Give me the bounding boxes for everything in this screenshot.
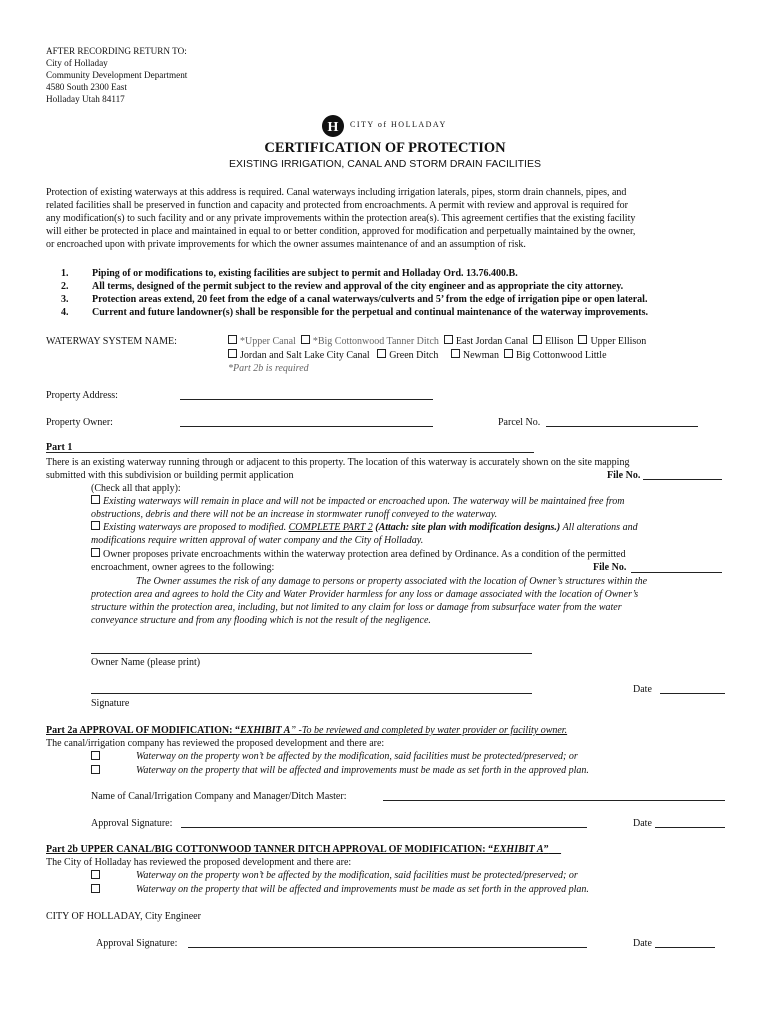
part2b-option-1[interactable] — [91, 870, 103, 883]
risk-text: protection area and agrees to hold the City and Water Provider harmless for any loss or damage associated with the location of Owner’s — [91, 589, 639, 600]
intro-line: will either be protected in place and maintained in equal to or better condition, approved for modification and perpetually maintained by the owner, — [46, 226, 636, 237]
part2a-heading: Part 2a APPROVAL OF MODIFICATION: “EXHIBIT A” -To be reviewed and completed by water provider or facility owner. — [46, 725, 568, 736]
city-approval-date-label: Date — [633, 938, 652, 949]
part2b-option-2-text: Waterway on the property that will be affected and improvements must be made as set forth in the approved plan. — [136, 884, 589, 895]
checkbox[interactable] — [91, 884, 100, 893]
file-number-label: File No. — [607, 470, 641, 481]
part2b-option-2[interactable] — [91, 884, 103, 897]
condition-text: Current and future landowner(s) shall be responsible for the perpetual and continual maintenance of the waterway improvements. — [92, 307, 649, 318]
part1-heading: Part 1 — [46, 442, 73, 453]
part2a-option-2[interactable] — [91, 765, 103, 778]
part1-option-remain[interactable]: Existing waterways will remain in place and will not be impacted or encroached upon. The waterway will be maintained free from — [91, 495, 625, 508]
checkbox[interactable] — [91, 751, 100, 760]
part2a-intro: The canal/irrigation company has reviewed the proposed development and there are: — [46, 738, 385, 749]
condition-text: Piping of or modifications to, existing facilities are subject to permit and Holladay Ord. 13.76.400.B. — [92, 268, 518, 279]
approval-date-field[interactable] — [655, 827, 725, 828]
intro-line: or encroached upon with private improvements for which the owner assumes maintenance of and an assumption of risk. — [46, 239, 526, 250]
upper-canal-option[interactable]: *Upper Canal — [228, 336, 296, 347]
file-number-field-2[interactable] — [631, 572, 722, 573]
part2b-intro: The City of Holladay has reviewed the proposed development and there are: — [46, 857, 352, 868]
checkbox[interactable] — [91, 495, 100, 504]
intro-line: related facilities shall be preserved in function and capacity and protected from encroachments. A permit with review and approval is required for — [46, 200, 629, 211]
condition-text: All terms, designed of the permit subject to the review and approval of the city engineer and as appropriate the city attorney. — [92, 281, 624, 292]
part1-text: submitted with this subdivision or building permit application — [46, 470, 294, 481]
risk-text: structure within the protection area, including, but not limited to any claim for loss or damage from subsurface water from the water — [91, 602, 622, 613]
approval-date-label: Date — [633, 818, 652, 829]
checkbox[interactable] — [451, 349, 460, 358]
checkbox[interactable] — [301, 335, 310, 344]
return-line: Community Development Department — [46, 70, 188, 80]
city-engineer-label: CITY OF HOLLADAY, City Engineer — [46, 911, 201, 922]
company-name-field[interactable] — [383, 800, 725, 801]
risk-text: conveyance structure and from any flooding which is not the result of the negligence. — [91, 615, 431, 626]
intro-line: Protection of existing waterways at this address is required. Canal waterways including irrigation laterals, pipes, storm drain channels, pipes, and — [46, 187, 627, 198]
return-line: AFTER RECORDING RETURN TO: — [46, 46, 187, 56]
checkbox[interactable] — [444, 335, 453, 344]
property-owner-label: Property Owner: — [46, 417, 113, 428]
intro-line: any modification(s) to such facility and or any private improvements within the protection area(s). This agreement certifies that the existing facility — [46, 213, 636, 224]
document-subtitle: EXISTING IRRIGATION, CANAL AND STORM DRAIN FACILITIES — [229, 158, 541, 170]
svg-text:H: H — [327, 120, 339, 135]
checkbox[interactable] — [228, 349, 237, 358]
parcel-number-field[interactable] — [546, 426, 698, 427]
checkbox[interactable] — [91, 548, 100, 557]
condition-number: 3. — [61, 294, 69, 305]
part2a-option-1-text: Waterway on the property won’t be affected by the modification, said facilities must be protected/preserved; or — [136, 751, 578, 762]
city-approval-signature-label: Approval Signature: — [96, 938, 178, 949]
checkbox[interactable] — [91, 521, 100, 530]
newman-option[interactable]: Newman — [451, 350, 499, 361]
east-jordan-option[interactable]: East Jordan Canal — [444, 336, 528, 347]
waterway-row-1 — [228, 335, 646, 348]
big-cottonwood-tanner-option[interactable]: *Big Cottonwood Tanner Ditch — [301, 336, 439, 347]
checkbox[interactable] — [578, 335, 587, 344]
part1-option-remain-text: obstructions, debris and there will not be an increase in stormwater runoff conveyed to the waterway. — [91, 509, 498, 520]
checkbox[interactable] — [91, 765, 100, 774]
upper-ellison-option[interactable]: Upper Ellison — [578, 336, 646, 347]
signature-date-label: Date — [633, 684, 652, 695]
part1-option-modify[interactable]: Existing waterways are proposed to modified. COMPLETE PART 2 (Attach: site plan with modification designs.) All alterations and — [91, 521, 638, 534]
check-all-note: (Check all that apply): — [91, 483, 181, 494]
file-number-field[interactable] — [643, 479, 722, 480]
approval-signature-label: Approval Signature: — [91, 818, 173, 829]
condition-number: 2. — [61, 281, 69, 292]
checkbox[interactable] — [504, 349, 513, 358]
part2a-option-2-text: Waterway on the property that will be affected and improvements must be made as set forth in the approved plan. — [136, 765, 589, 776]
property-address-label: Property Address: — [46, 390, 118, 401]
return-line: City of Holladay — [46, 58, 108, 68]
jordan-slc-option[interactable]: Jordan and Salt Lake City Canal — [228, 350, 370, 361]
checkbox[interactable] — [377, 349, 386, 358]
waterway-row-2 — [228, 349, 607, 362]
condition-number: 1. — [61, 268, 69, 279]
signature-field[interactable] — [91, 693, 532, 694]
big-cottonwood-little-option[interactable]: Big Cottonwood Little — [504, 350, 607, 361]
part2b-option-1-text: Waterway on the property won’t be affected by the modification, said facilities must be protected/preserved; or — [136, 870, 578, 881]
part1-option-modify-text: modifications require written approval of water company and the City of Holladay. — [91, 535, 424, 546]
risk-text: The Owner assumes the risk of any damage to persons or property associated with the location of Owner’s structures within the — [136, 576, 648, 587]
waterway-system-label: WATERWAY SYSTEM NAME: — [46, 336, 177, 347]
city-approval-date-field[interactable] — [655, 947, 715, 948]
return-line: 4580 South 2300 East — [46, 82, 127, 92]
property-owner-field[interactable] — [180, 426, 433, 427]
green-ditch-option[interactable]: Green Ditch — [377, 350, 438, 361]
part1-text: There is an existing waterway running through or adjacent to this property. The location of this waterway is accurately shown on the site mapping — [46, 457, 630, 468]
owner-name-field[interactable] — [91, 653, 532, 654]
part1-option-encroach-text: encroachment, owner agrees to the following: — [91, 562, 275, 573]
ellison-option[interactable]: Ellison — [533, 336, 573, 347]
return-line: Holladay Utah 84117 — [46, 94, 125, 104]
part1-option-encroach[interactable]: Owner proposes private encroachments within the waterway protection area defined by Ordinance. As a condition of the permitted — [91, 548, 626, 561]
part2a-option-1[interactable] — [91, 751, 103, 764]
owner-name-label: Owner Name (please print) — [91, 657, 201, 668]
city-approval-signature-field[interactable] — [188, 947, 587, 948]
property-address-field[interactable] — [180, 399, 433, 400]
file-number-label-2: File No. — [593, 562, 627, 573]
checkbox[interactable] — [228, 335, 237, 344]
signature-label: Signature — [91, 698, 130, 709]
part1-heading-rule — [46, 452, 534, 453]
parcel-number-label: Parcel No. — [498, 417, 541, 428]
logo-text: CITY of HOLLADAY — [350, 120, 447, 129]
part2b-required-note: *Part 2b is required — [228, 363, 309, 374]
company-name-label: Name of Canal/Irrigation Company and Manager/Ditch Master: — [91, 791, 347, 802]
approval-signature-field[interactable] — [181, 827, 587, 828]
part2b-heading: Part 2b UPPER CANAL/BIG COTTONWOOD TANNER DITCH APPROVAL OF MODIFICATION: “EXHIBIT A” — [46, 844, 549, 855]
checkbox[interactable] — [533, 335, 542, 344]
checkbox[interactable] — [91, 870, 100, 879]
document-title: CERTIFICATION OF PROTECTION — [264, 140, 506, 156]
condition-number: 4. — [61, 307, 69, 318]
signature-date-field[interactable] — [660, 693, 725, 694]
condition-text: Protection areas extend, 20 feet from the edge of a canal waterways/culverts and 5’ from the edge of irrigation pipe or open lateral. — [92, 294, 648, 305]
